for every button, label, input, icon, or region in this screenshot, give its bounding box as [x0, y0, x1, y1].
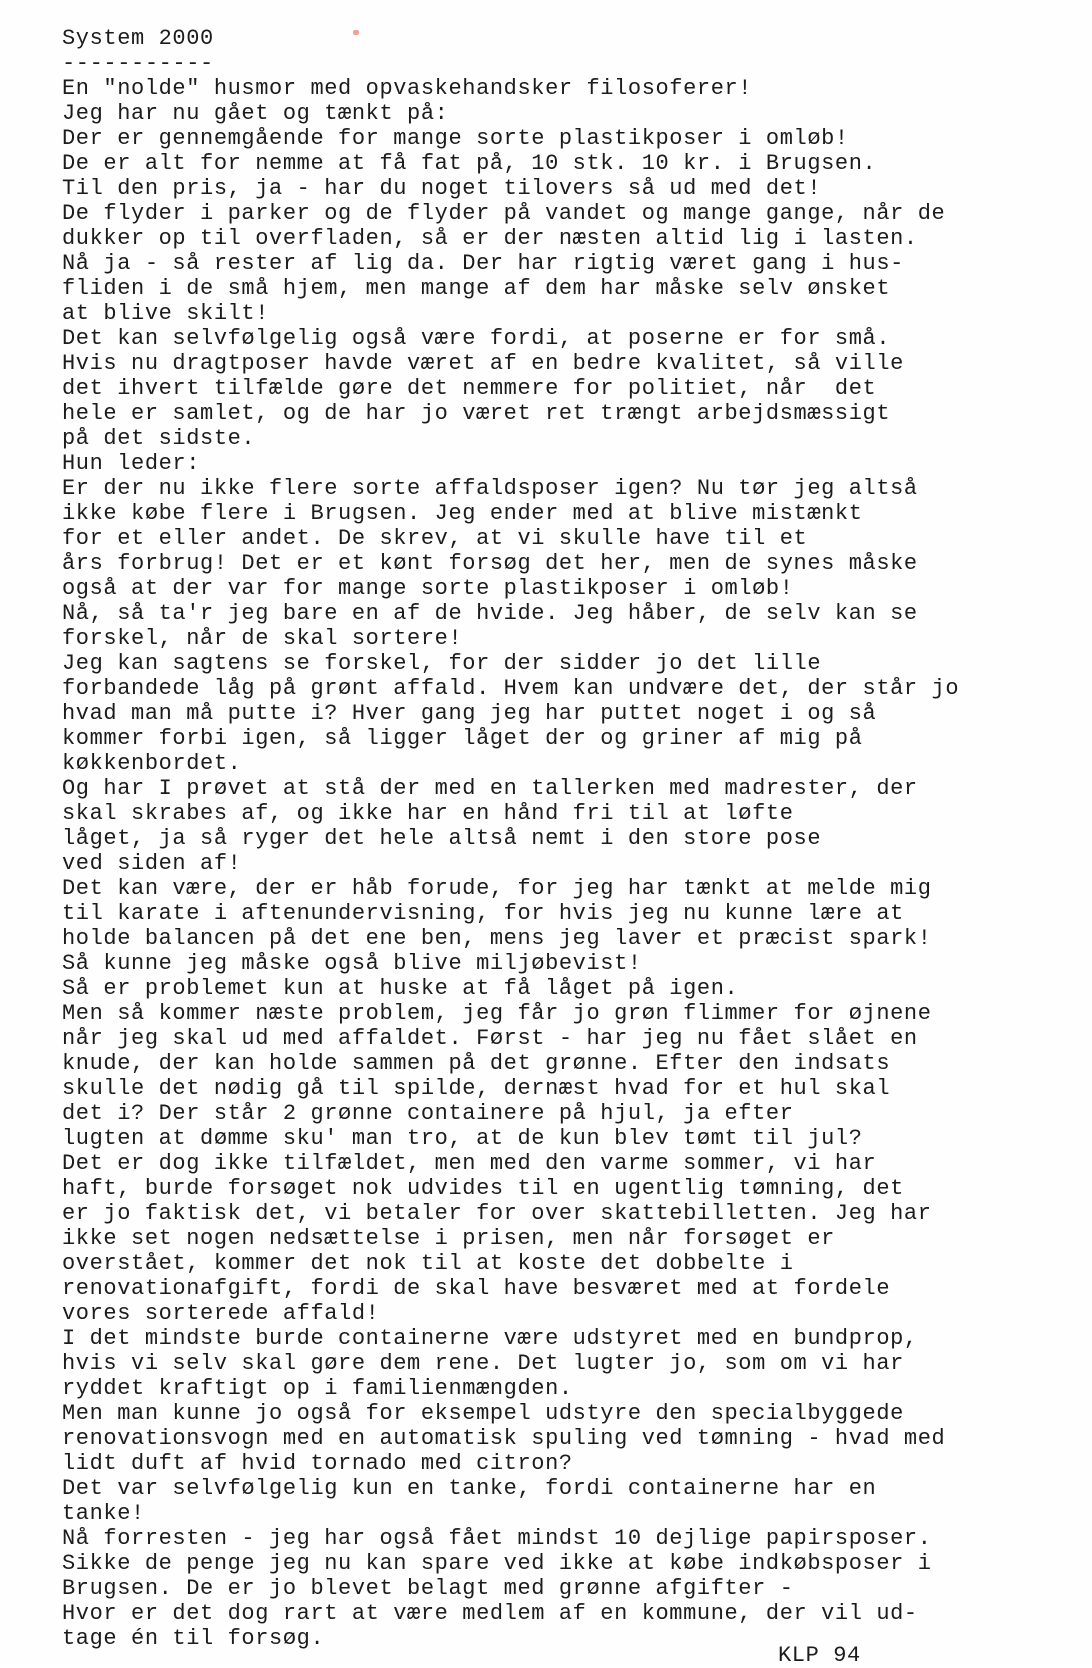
text-line: Det kan være, der er håb forude, for jeg har tænkt at melde mig	[62, 876, 932, 901]
text-line: I det mindste burde containerne være udstyret med en bundprop,	[62, 1326, 918, 1351]
text-line: Så er problemet kun at huske at få låget på igen.	[62, 976, 739, 1001]
text-line: Jeg har nu gået og tænkt på:	[62, 101, 449, 126]
document-title: System 2000	[62, 26, 214, 51]
text-line: overstået, kommer det nok til at koste det dobbelte i	[62, 1251, 794, 1276]
text-line: låget, ja så ryger det hele altså nemt i den store pose	[62, 826, 822, 851]
text-line: lidt duft af hvid tornado med citron?	[62, 1451, 573, 1476]
text-line: ikke købe flere i Brugsen. Jeg ender med at blive mistænkt	[62, 501, 863, 526]
text-line: En "nolde" husmor med opvaskehandsker filosoferer!	[62, 76, 753, 101]
text-line: ved siden af!	[62, 851, 242, 876]
text-line: vores sorterede affald!	[62, 1301, 380, 1326]
text-line: det i? Der står 2 grønne containere på hjul, ja efter	[62, 1101, 794, 1126]
text-line: forskel, når de skal sortere!	[62, 626, 463, 651]
text-line: Nå ja - så rester af lig da. Der har rigtig været gang i hus-	[62, 251, 904, 276]
text-line: Men så kommer næste problem, jeg får jo grøn flimmer for øjnene	[62, 1001, 932, 1026]
text-line: hele er samlet, og de har jo været ret trængt arbejdsmæssigt	[62, 401, 891, 426]
text-line: Er der nu ikke flere sorte affaldsposer igen? Nu tør jeg altså	[62, 476, 918, 501]
text-line: også at der var for mange sorte plastikposer i omløb!	[62, 576, 794, 601]
text-line: er jo faktisk det, vi betaler for over skattebilletten. Jeg har	[62, 1201, 932, 1226]
text-line: Hvor er det dog rart at være medlem af en kommune, der vil ud-	[62, 1601, 918, 1626]
text-line: Der er gennemgående for mange sorte plastikposer i omløb!	[62, 126, 849, 151]
text-line: Brugsen. De er jo blevet belagt med grønne afgifter -	[62, 1576, 794, 1601]
text-line: Det kan selvfølgelig også være fordi, at poserne er for små.	[62, 326, 891, 351]
text-line: det ihvert tilfælde gøre det nemmere for politiet, når det	[62, 376, 877, 401]
letter-body	[62, 26, 1072, 1651]
text-line: haft, burde forsøget nok udvides til en ugentlig tømning, det	[62, 1176, 904, 1201]
text-line: Og har I prøvet at stå der med en tallerken med madrester, der	[62, 776, 918, 801]
text-line: dukker op til overfladen, så er der næsten altid lig i lasten.	[62, 226, 918, 251]
text-line: lugten at dømme sku' man tro, at de kun blev tømt til jul?	[62, 1126, 863, 1151]
text-line: for et eller andet. De skrev, at vi skulle have til et	[62, 526, 808, 551]
text-line: hvis vi selv skal gøre dem rene. Det lugter jo, som om vi har	[62, 1351, 904, 1376]
text-line: Hun leder:	[62, 451, 201, 476]
text-line: Så kunne jeg måske også blive miljøbevist!	[62, 951, 642, 976]
text-line: Men man kunne jo også for eksempel udstyre den specialbyggede	[62, 1401, 904, 1426]
text-line: skal skrabes af, og ikke har en hånd fri til at løfte	[62, 801, 794, 826]
text-line: skulle det nødig gå til spilde, dernæst hvad for et hul skal	[62, 1076, 891, 1101]
text-line: ryddet kraftigt op i familienmængden.	[62, 1376, 573, 1401]
text-line: ikke set nogen nedsættelse i prisen, men når forsøget er	[62, 1226, 835, 1251]
title-underline: -----------	[62, 51, 214, 76]
text-line: Det er dog ikke tilfældet, men med den varme sommer, vi har	[62, 1151, 877, 1176]
text-line: knude, der kan holde sammen på det grønne. Efter den indsats	[62, 1051, 891, 1076]
text-line: fliden i de små hjem, men mange af dem har måske selv ønsket	[62, 276, 891, 301]
text-line: Det var selvfølgelig kun en tanke, fordi containerne har en	[62, 1476, 877, 1501]
text-line: Sikke de penge jeg nu kan spare ved ikke at købe indkøbsposer i	[62, 1551, 932, 1576]
text-line: Nå forresten - jeg har også fået mindst 10 dejlige papirsposer.	[62, 1526, 932, 1551]
text-line: tanke!	[62, 1501, 145, 1526]
text-line: renovationafgift, fordi de skal have besværet med at fordele	[62, 1276, 891, 1301]
text-line: De flyder i parker og de flyder på vandet og mange gange, når de	[62, 201, 946, 226]
text-line: tage én til forsøg.	[62, 1626, 325, 1651]
text-line: til karate i aftenundervisning, for hvis jeg nu kunne lære at	[62, 901, 904, 926]
text-line: Hvis nu dragtposer havde været af en bedre kvalitet, så ville	[62, 351, 904, 376]
text-line: Jeg kan sagtens se forskel, for der sidder jo det lille	[62, 651, 822, 676]
text-line: når jeg skal ud med affaldet. Først - har jeg nu fået slået en	[62, 1026, 918, 1051]
text-line: holde balancen på det ene ben, mens jeg laver et præcist spark!	[62, 926, 932, 951]
text-line: Nå, så ta'r jeg bare en af de hvide. Jeg håber, de selv kan se	[62, 601, 918, 626]
text-line: De er alt for nemme at få fat på, 10 stk. 10 kr. i Brugsen.	[62, 151, 877, 176]
text-line: Til den pris, ja - har du noget tilovers så ud med det!	[62, 176, 822, 201]
signature: KLP 94	[778, 1643, 861, 1668]
text-line: hvad man må putte i? Hver gang jeg har puttet noget i og så	[62, 701, 877, 726]
text-line: på det sidste.	[62, 426, 256, 451]
text-line: at blive skilt!	[62, 301, 270, 326]
text-line: køkkenbordet.	[62, 751, 242, 776]
text-line: forbandede låg på grønt affald. Hvem kan undvære det, der står jo	[62, 676, 960, 701]
text-line: års forbrug! Det er et kønt forsøg det her, men de synes måske	[62, 551, 918, 576]
text-line: renovationsvogn med en automatisk spuling ved tømning - hvad med	[62, 1426, 946, 1451]
text-line: kommer forbi igen, så ligger låget der og griner af mig på	[62, 726, 863, 751]
